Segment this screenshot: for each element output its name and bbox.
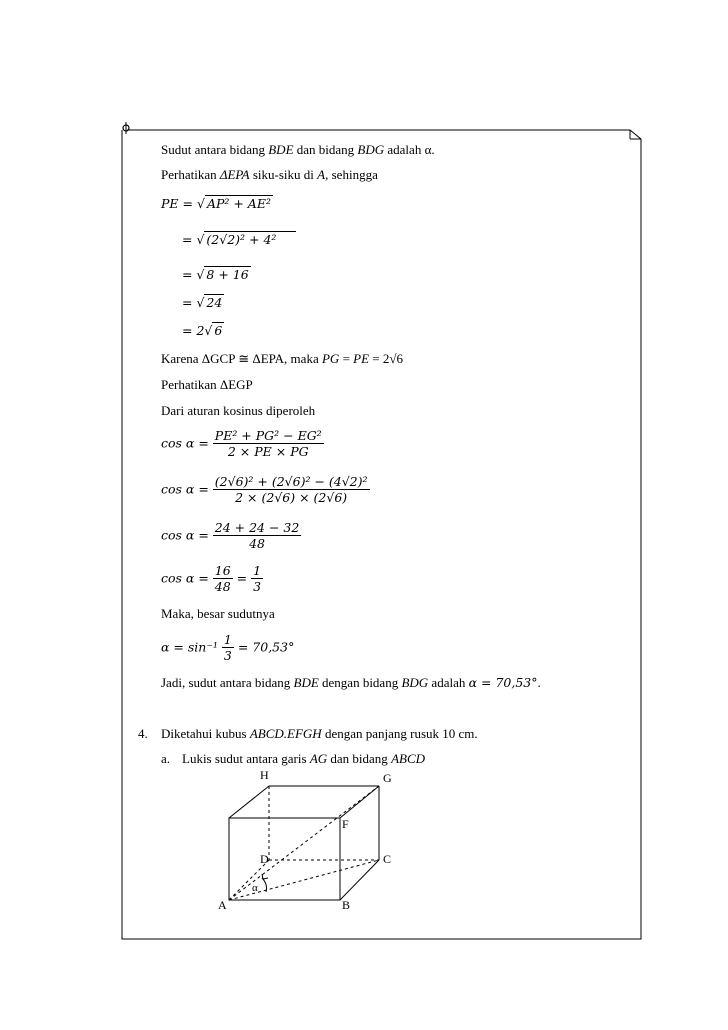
vertex-label-c: C [383, 852, 392, 866]
aturan-kosinus-line: Dari aturan kosinus diperoleh [161, 403, 316, 418]
cos-formula-2: cos α = $\frac{\text{(2√6)² + (2√6)² − (4√2)²}}{2 \times (2√6) \times (2√6)}$ [161, 474, 368, 505]
maka-line: Maka, besar sudutnya [161, 606, 275, 621]
intro-line-2: Perhatikan ΔEPA siku-siku di A, sehingga [161, 167, 378, 182]
alpha-result: α = sin⁻¹ $\frac{1}{3}$ = 70,53° [161, 632, 295, 663]
cos-formula-4: cos α = $\frac{16}{48}$ = $\frac{1}{3}$ [161, 563, 262, 594]
vertex-label-b: B [342, 898, 351, 912]
vertex-label-a: A [218, 898, 227, 912]
cos-formula-1: cos α = $\frac{\text{PE² + PG² − EG²}}{2 \times PE \times PG}$ [161, 428, 322, 459]
karena-line: Karena ΔGCP ≅ ΔEPA, maka PG = PE = 2√6 [161, 351, 404, 366]
intro-line-1: Sudut antara bidang BDE dan bidang BDG adalah α. [161, 142, 435, 157]
pe-step-1: PE = √ AP² + AE² [161, 196, 271, 211]
vertex-label-d: D [260, 852, 269, 866]
q4-number: 4. [138, 726, 148, 741]
jadi-line: Jadi, sudut antara bidang BDE dengan bidang BDG adalah α = 70,53°. [161, 675, 541, 690]
angle-label-alpha: α [252, 882, 258, 894]
q4a-text: Lukis sudut antara garis AG dan bidang ABCD [182, 751, 426, 766]
cos-formula-3: cos α = $\frac{24 + 24 - 32}{48}$ [161, 520, 300, 551]
vertex-label-h: H [260, 768, 269, 782]
pe-step-4: = √ 24 [182, 295, 223, 310]
vertex-label-g: G [383, 771, 392, 785]
pe-step-3: = √ 8 + 16 [182, 267, 249, 282]
q4-text: Diketahui kubus ABCD.EFGH dengan panjang rusuk 10 cm. [161, 726, 478, 741]
pe-step-5: = 2√ 6 [182, 323, 223, 338]
perhatikan-egp: Perhatikan ΔEGP [161, 377, 253, 392]
vertex-label-f: F [342, 817, 349, 831]
pe-step-2: = √ (2√2)² + 4² [182, 232, 296, 248]
q4a-number: a. [161, 751, 171, 766]
